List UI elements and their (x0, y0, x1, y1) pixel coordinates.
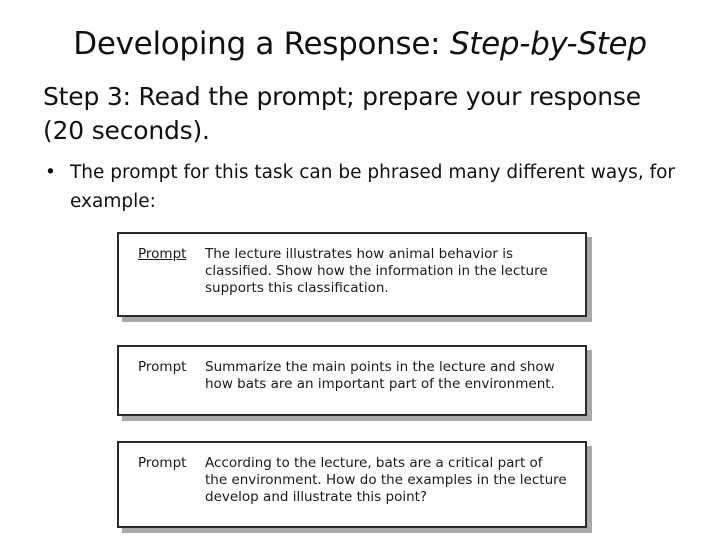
prompt-text: The lecture illustrates how animal behavior is classified. Show how the information in the lecture supports this classification. (205, 246, 548, 296)
step-heading: Step 3: Read the prompt; prepare your response (20 seconds). (43, 82, 641, 145)
prompt-box-2 (117, 345, 587, 416)
slide-title-italic: Step-by-Step (449, 26, 647, 62)
bullet-text: The prompt for this task can be phrased many different ways, for example: (70, 162, 676, 212)
prompt-label: Prompt (138, 246, 187, 262)
prompt-label: Prompt (138, 455, 187, 471)
slide-title (0, 26, 720, 62)
prompt-text: Summarize the main points in the lecture and show how bats are an important part of the environment. (205, 359, 555, 392)
prompt-label: Prompt (138, 359, 187, 375)
prompt-text: According to the lecture, bats are a critical part of the environment. How do the examples in the lecture develop and illustrate this point? (205, 455, 567, 505)
prompt-box-3 (117, 441, 587, 528)
bullet-marker: • (45, 162, 56, 183)
prompt-box-1 (117, 232, 587, 317)
slide-title-plain: Developing a Response: (73, 26, 450, 62)
